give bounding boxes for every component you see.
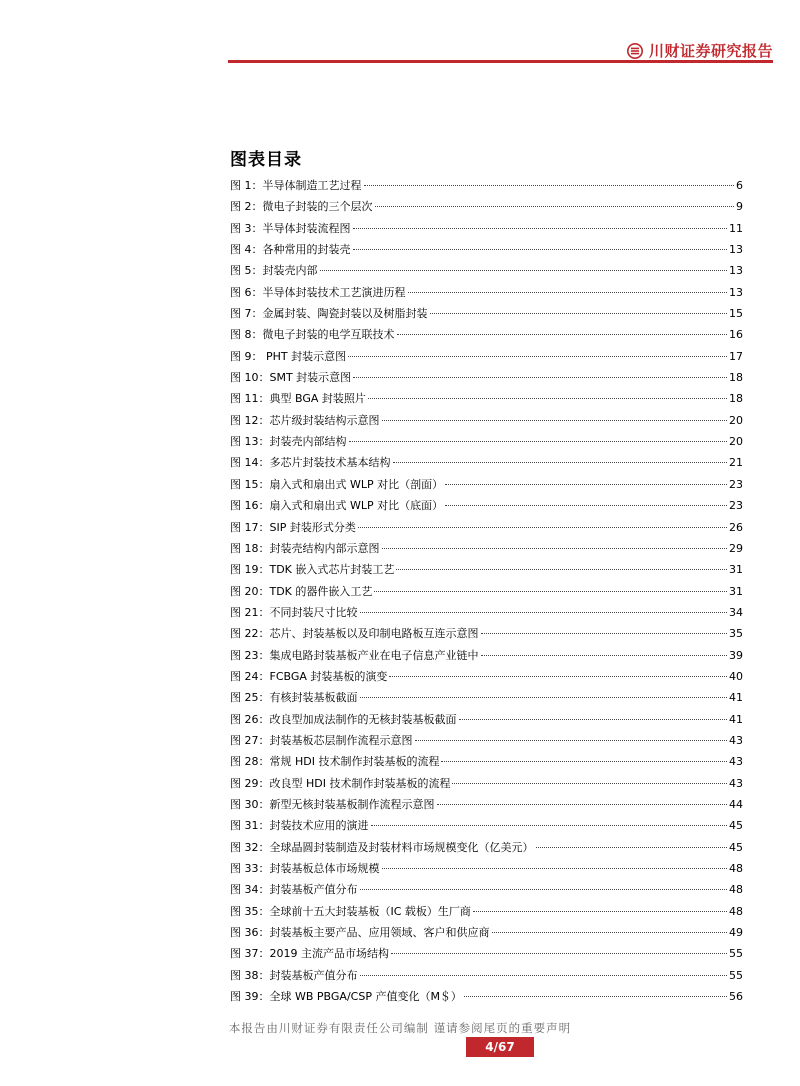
toc-entry-page: 48 xyxy=(729,904,743,918)
toc-leader-dots xyxy=(348,356,727,357)
toc-entry[interactable] xyxy=(230,943,743,964)
toc-entry[interactable] xyxy=(230,602,743,623)
toc-entry-label: 图 35：全球前十五大封装基板（IC 载板）生厂商 xyxy=(230,904,471,918)
toc-leader-dots xyxy=(445,505,727,506)
toc-leader-dots xyxy=(358,527,727,528)
toc-entry[interactable] xyxy=(230,175,743,196)
toc-entry-label: 图 17：SIP 封装形式分类 xyxy=(230,520,356,534)
toc-leader-dots xyxy=(360,697,728,698)
toc-entry[interactable] xyxy=(230,986,743,1007)
toc-entry[interactable] xyxy=(230,410,743,431)
toc-entry[interactable] xyxy=(230,901,743,922)
toc-entry-label: 图 3：半导体封装流程图 xyxy=(230,221,351,235)
toc-entry-page: 39 xyxy=(729,648,743,662)
toc-entry-page: 55 xyxy=(729,968,743,982)
toc-entry-label: 图 37：2019 主流产品市场结构 xyxy=(230,947,389,961)
toc-entry-page: 21 xyxy=(729,456,743,470)
toc-entry-label: 图 27：封装基板芯层制作流程示意图 xyxy=(230,733,413,747)
toc-entry-label: 图 39：全球 WB PBGA/CSP 产值变化（M＄） xyxy=(230,990,462,1004)
toc-entry-label: 图 14：多芯片封装技术基本结构 xyxy=(230,456,391,470)
toc-entry-label: 图 18：封装壳结构内部示意图 xyxy=(230,541,380,555)
toc-entry-label: 图 10：SMT 封装示意图 xyxy=(230,371,352,385)
toc-entry-page: 41 xyxy=(729,712,743,726)
toc-entry-page: 44 xyxy=(729,797,743,811)
toc-leader-dots xyxy=(464,996,727,997)
toc-entry[interactable] xyxy=(230,346,743,367)
toc-entry-page: 49 xyxy=(729,926,743,940)
toc-entry-label: 图 19：TDK 嵌入式芯片封装工艺 xyxy=(230,563,395,577)
toc-entry[interactable] xyxy=(230,645,743,666)
toc-entry-label: 图 12：芯片级封装结构示意图 xyxy=(230,413,380,427)
toc-entry[interactable] xyxy=(230,623,743,644)
brand xyxy=(627,40,773,61)
toc-entry[interactable] xyxy=(230,452,743,473)
toc-entry-label: 图 6：半导体封装技术工艺演进历程 xyxy=(230,285,406,299)
toc-entry[interactable] xyxy=(230,388,743,409)
toc-entry-page: 17 xyxy=(729,349,743,363)
toc-leader-dots xyxy=(389,676,727,677)
toc-entry[interactable] xyxy=(230,794,743,815)
toc-leader-dots xyxy=(374,591,727,592)
toc-title: 图表目录 xyxy=(230,150,302,170)
toc-entry-label: 图 1：半导体制造工艺过程 xyxy=(230,179,362,192)
toc-entry-page: 45 xyxy=(729,819,743,833)
toc-entry-label: 图 24：FCBGA 封装基板的演变 xyxy=(230,669,388,683)
toc-entry-label: 图 4：各种常用的封装壳 xyxy=(230,243,351,257)
toc-entry-page: 13 xyxy=(729,243,743,257)
toc-entry[interactable] xyxy=(230,324,743,345)
page-number: 4/67 xyxy=(466,1037,534,1057)
toc-entry-page: 20 xyxy=(729,413,743,427)
toc-entry-label: 图 22：芯片、封装基板以及印制电路板互连示意图 xyxy=(230,627,479,641)
toc-entry-label: 图 9： PHT 封装示意图 xyxy=(230,349,347,363)
toc-entry-label: 图 11：典型 BGA 封装照片 xyxy=(230,392,366,406)
toc-entry-label: 图 13：封装壳内部结构 xyxy=(230,435,347,449)
toc-leader-dots xyxy=(360,612,728,613)
toc-entry[interactable] xyxy=(230,837,743,858)
toc-entry-label: 图 16：扇入式和扇出式 WLP 对比（底面） xyxy=(230,499,444,513)
toc-entry[interactable] xyxy=(230,431,743,452)
toc-leader-dots xyxy=(382,548,728,549)
toc-leader-dots xyxy=(360,889,728,890)
toc-entry-label: 图 23：集成电路封装基板产业在电子信息产业链中 xyxy=(230,648,479,662)
toc-entry-page: 34 xyxy=(729,605,743,619)
header-rule xyxy=(228,60,773,63)
toc-leader-dots xyxy=(320,270,728,271)
toc-entry[interactable] xyxy=(230,239,743,260)
toc-entry-page: 23 xyxy=(729,477,743,491)
toc-entry-page: 40 xyxy=(729,669,743,683)
toc-leader-dots xyxy=(371,825,728,826)
toc-leader-dots xyxy=(368,398,727,399)
toc-leader-dots xyxy=(349,441,728,442)
toc-entry-label: 图 8：微电子封装的电学互联技术 xyxy=(230,328,395,342)
toc-leader-dots xyxy=(437,804,728,805)
toc-entry-page: 13 xyxy=(729,285,743,299)
toc-leader-dots xyxy=(353,228,728,229)
footer-disclaimer: 本报告由川财证券有限责任公司编制 谨请参阅尾页的重要声明 xyxy=(228,1021,572,1035)
toc-entry[interactable] xyxy=(230,751,743,772)
toc-leader-dots xyxy=(391,953,727,954)
toc-leader-dots xyxy=(408,292,728,293)
toc-entry-label: 图 25：有核封装基板截面 xyxy=(230,691,358,705)
toc-leader-dots xyxy=(441,761,727,762)
toc-entry-label: 图 38：封装基板产值分布 xyxy=(230,968,358,982)
brand-name: 川财证券研究报告 xyxy=(648,42,773,60)
toc-entry-page: 11 xyxy=(729,221,743,235)
toc-entry-page: 35 xyxy=(729,627,743,641)
toc-leader-dots xyxy=(536,847,728,848)
toc-entry-label: 图 29：改良型 HDI 技术制作封装基板的流程 xyxy=(230,776,451,790)
toc-leader-dots xyxy=(481,633,728,634)
toc-entry-page: 43 xyxy=(729,776,743,790)
toc-entry-label: 图 2：微电子封装的三个层次 xyxy=(230,200,373,214)
toc-entry-page: 9 xyxy=(736,200,743,214)
toc-leader-dots xyxy=(353,377,727,378)
toc-entry-label: 图 30：新型无核封装基板制作流程示意图 xyxy=(230,797,435,811)
toc-leader-dots xyxy=(481,655,728,656)
toc-entry[interactable] xyxy=(230,666,743,687)
toc-entry[interactable] xyxy=(230,260,743,281)
toc-entry-page: 15 xyxy=(729,307,743,321)
toc-entry[interactable] xyxy=(230,709,743,730)
toc-entry-label: 图 31：封装技术应用的演进 xyxy=(230,819,369,833)
toc-leader-dots xyxy=(473,911,727,912)
chuancai-logo-icon xyxy=(627,43,643,59)
toc-leader-dots xyxy=(393,462,728,463)
toc-entry[interactable] xyxy=(230,815,743,836)
toc-entry-page: 45 xyxy=(729,840,743,854)
toc-entry[interactable] xyxy=(230,517,743,538)
toc-entry-page: 18 xyxy=(729,371,743,385)
toc-entry[interactable] xyxy=(230,858,743,879)
toc-entry-page: 6 xyxy=(736,179,743,192)
toc-entry-label: 图 21：不同封装尺寸比较 xyxy=(230,605,358,619)
toc-entry-page: 41 xyxy=(729,691,743,705)
toc-entry-label: 图 7：金属封装、陶瓷封装以及树脂封装 xyxy=(230,307,428,321)
toc-entry-page: 23 xyxy=(729,499,743,513)
toc-entry-label: 图 36：封装基板主要产品、应用领域、客户和供应商 xyxy=(230,926,490,940)
toc-entry[interactable] xyxy=(230,687,743,708)
toc-entry-page: 13 xyxy=(729,264,743,278)
toc-entry-label: 图 5：封装壳内部 xyxy=(230,264,318,278)
toc-entry-page: 48 xyxy=(729,862,743,875)
toc-entry-page: 20 xyxy=(729,435,743,449)
toc-leader-dots xyxy=(430,313,728,314)
toc-entry[interactable] xyxy=(230,922,743,943)
toc-entry[interactable] xyxy=(230,196,743,217)
toc-leader-dots xyxy=(445,484,727,485)
toc-entry[interactable] xyxy=(230,773,743,794)
toc-entry[interactable] xyxy=(230,495,743,516)
toc-leader-dots xyxy=(382,420,728,421)
toc-entry[interactable] xyxy=(230,303,743,324)
toc-list xyxy=(230,175,743,1007)
toc-entry-page: 18 xyxy=(729,392,743,406)
toc-entry-page: 48 xyxy=(729,883,743,897)
toc-entry-label: 图 15：扇入式和扇出式 WLP 对比（剖面） xyxy=(230,477,444,491)
toc-entry[interactable] xyxy=(230,218,743,239)
toc-entry[interactable] xyxy=(230,965,743,986)
toc-entry-label: 图 26：改良型加成法制作的无核封装基板截面 xyxy=(230,712,457,726)
toc-entry-page: 43 xyxy=(729,755,743,769)
toc-entry-page: 55 xyxy=(729,947,743,961)
toc-entry[interactable] xyxy=(230,581,743,602)
toc-entry-page: 16 xyxy=(729,328,743,342)
toc-leader-dots xyxy=(459,719,728,720)
toc-entry-label: 图 34：封装基板产值分布 xyxy=(230,883,358,897)
toc-leader-dots xyxy=(360,975,728,976)
toc-entry-page: 43 xyxy=(729,733,743,747)
toc-leader-dots xyxy=(396,569,727,570)
toc-entry[interactable] xyxy=(230,367,743,388)
toc-entry-label: 图 20：TDK 的器件嵌入工艺 xyxy=(230,584,373,598)
toc-leader-dots xyxy=(364,185,735,186)
toc-leader-dots xyxy=(397,334,728,335)
toc-entry-page: 31 xyxy=(729,563,743,577)
toc-leader-dots xyxy=(375,206,735,207)
toc-entry[interactable] xyxy=(230,538,743,559)
toc-entry[interactable] xyxy=(230,730,743,751)
toc-entry[interactable] xyxy=(230,474,743,495)
toc-entry-page: 29 xyxy=(729,541,743,555)
toc-leader-dots xyxy=(382,868,728,869)
toc-entry-page: 26 xyxy=(729,520,743,534)
toc-entry-label: 图 33：封装基板总体市场规模 xyxy=(230,862,380,875)
toc-leader-dots xyxy=(415,740,728,741)
toc-entry[interactable] xyxy=(230,282,743,303)
toc-entry-page: 31 xyxy=(729,584,743,598)
toc-entry-label: 图 28：常规 HDI 技术制作封装基板的流程 xyxy=(230,755,440,769)
toc-leader-dots xyxy=(452,783,727,784)
toc-entry[interactable] xyxy=(230,879,743,900)
toc-entry-page: 56 xyxy=(729,990,743,1004)
toc-leader-dots xyxy=(492,932,728,933)
toc-entry[interactable] xyxy=(230,559,743,580)
toc-entry-label: 图 32：全球晶圆封装制造及封装材料市场规模变化（亿美元） xyxy=(230,840,534,854)
toc-leader-dots xyxy=(353,249,728,250)
